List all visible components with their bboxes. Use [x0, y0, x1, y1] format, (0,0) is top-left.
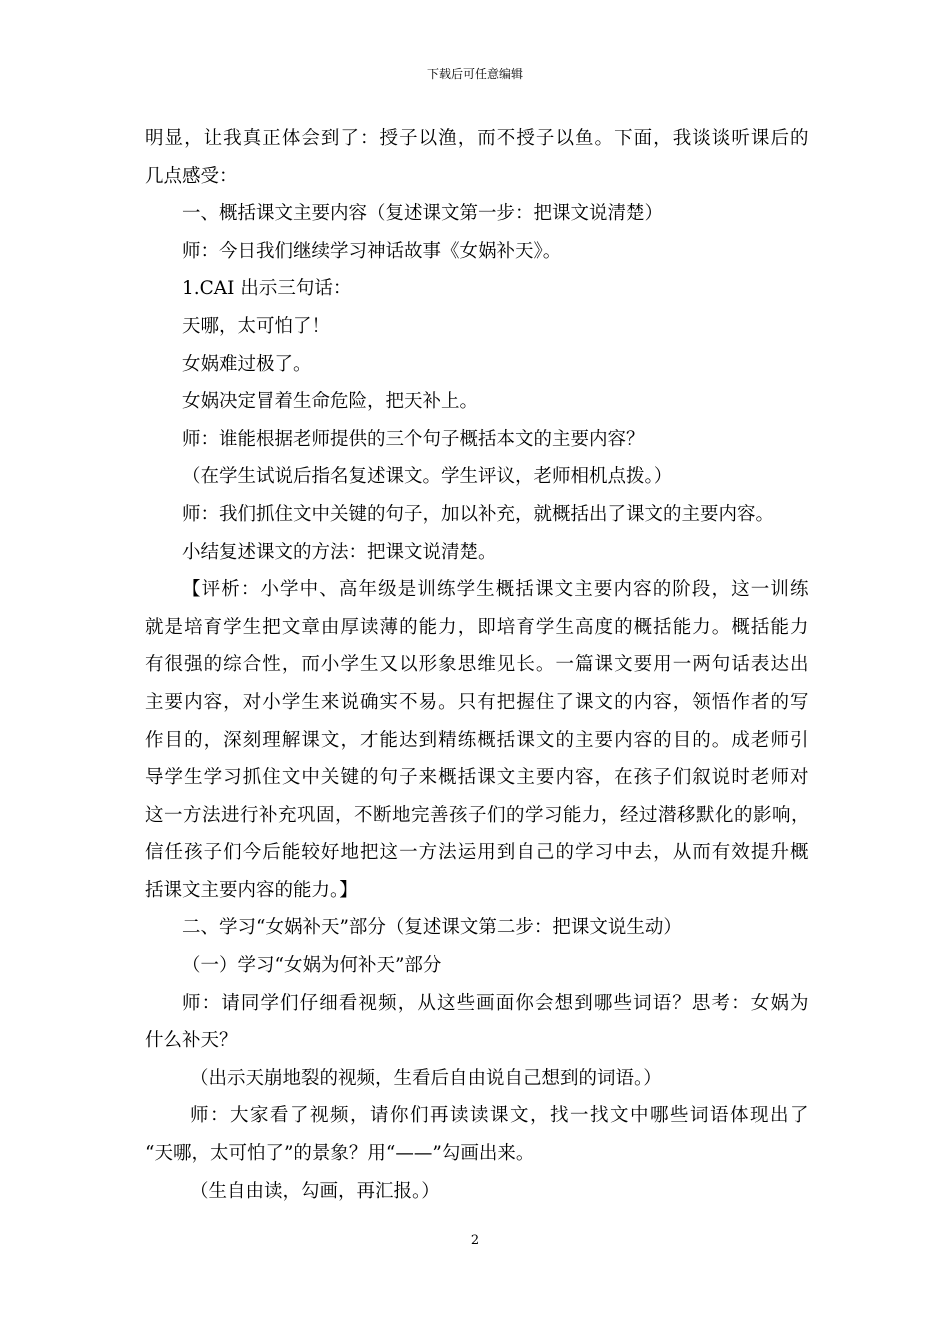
comment-line: 这一方法进行补充巩固，不断地完善孩子们的学习能力，经过潜移默化的影响，: [145, 804, 811, 826]
page-header: 下载后可任意编辑: [426, 67, 523, 81]
paragraph-line: （出示天崩地裂的视频，生看后自由说自己想到的词语。）: [190, 1067, 662, 1089]
paragraph-line: 几点感受：: [145, 165, 238, 187]
comment-line: 导学生学习抓住文中关键的句子来概括课文主要内容，在孩子们叙说时老师对: [145, 767, 809, 789]
document-body: [145, 120, 809, 1210]
comment-line: 主要内容，对小学生来说确实不易。只有把握住了课文的内容，领悟作者的写: [145, 691, 809, 713]
paragraph-line: 小结复述课文的方法：把课文说清楚。: [182, 541, 497, 563]
paragraph-line: 师：我们抓住文中关键的句子，加以补充，就概括出了课文的主要内容。: [182, 503, 775, 525]
paragraph-line: （在学生试说后指名复述课文。学生评议，老师相机点拨。）: [182, 466, 673, 488]
paragraph-line: “天哪，太可怕了”的景象？用“——”勾画出来。: [145, 1143, 535, 1165]
comment-line: 有很强的综合性，而小学生又以形象思维见长。一篇课文要用一两句话表达出: [145, 654, 809, 676]
paragraph-line: 1.CAI 出示三句话：: [182, 278, 352, 300]
paragraph-line: 师：今日我们继续学习神话故事《女娲补天》。: [182, 240, 562, 262]
section-heading: 一、概括课文主要内容（复述课文第一步：把课文说清楚）: [182, 203, 664, 225]
paragraph-line: 什么补天？: [145, 1030, 238, 1052]
paragraph-line: 师：大家看了视频，请你们再读读课文，找一找文中哪些词语体现出了: [190, 1105, 809, 1127]
paragraph-line: 女娲难过极了。: [182, 353, 312, 375]
paragraph-line: 师：请同学们仔细看视频，从这些画面你会想到哪些词语？思考：女娲为: [182, 992, 809, 1014]
paragraph-line: 天哪，太可怕了！: [182, 315, 331, 337]
paragraph-line: （生自由读，勾画，再汇报。）: [190, 1180, 440, 1202]
page-number: 2: [470, 1233, 480, 1248]
comment-line: 括课文主要内容的能力。】: [145, 879, 358, 901]
comment-line: 作目的，深刻理解课文，才能达到精练概括课文的主要内容的目的。成老师引: [145, 729, 809, 751]
paragraph-line: 师：谁能根据老师提供的三个句子概括本文的主要内容？: [182, 428, 645, 450]
comment-line: 信任孩子们今后能较好地把这一方法运用到自己的学习中去，从而有效提升概: [145, 842, 809, 864]
comment-line: 就是培育学生把文章由厚读薄的能力，即培育学生高度的概括能力。概括能力: [145, 616, 809, 638]
subsection-heading: （一）学习“女娲为何补天”部分: [182, 955, 442, 977]
paragraph-line: 女娲决定冒着生命危险，把天补上。: [182, 391, 479, 413]
comment-line: 【评析：小学中、高年级是训练学生概括课文主要内容的阶段，这一训练: [182, 579, 809, 601]
paragraph-line: 明显，让我真正体会到了：授子以渔，而不授子以鱼。下面，我谈谈听课后的: [145, 128, 809, 149]
section-heading: 二、学习“女娲补天”部分（复述课文第二步：把课文说生动）: [182, 917, 682, 939]
